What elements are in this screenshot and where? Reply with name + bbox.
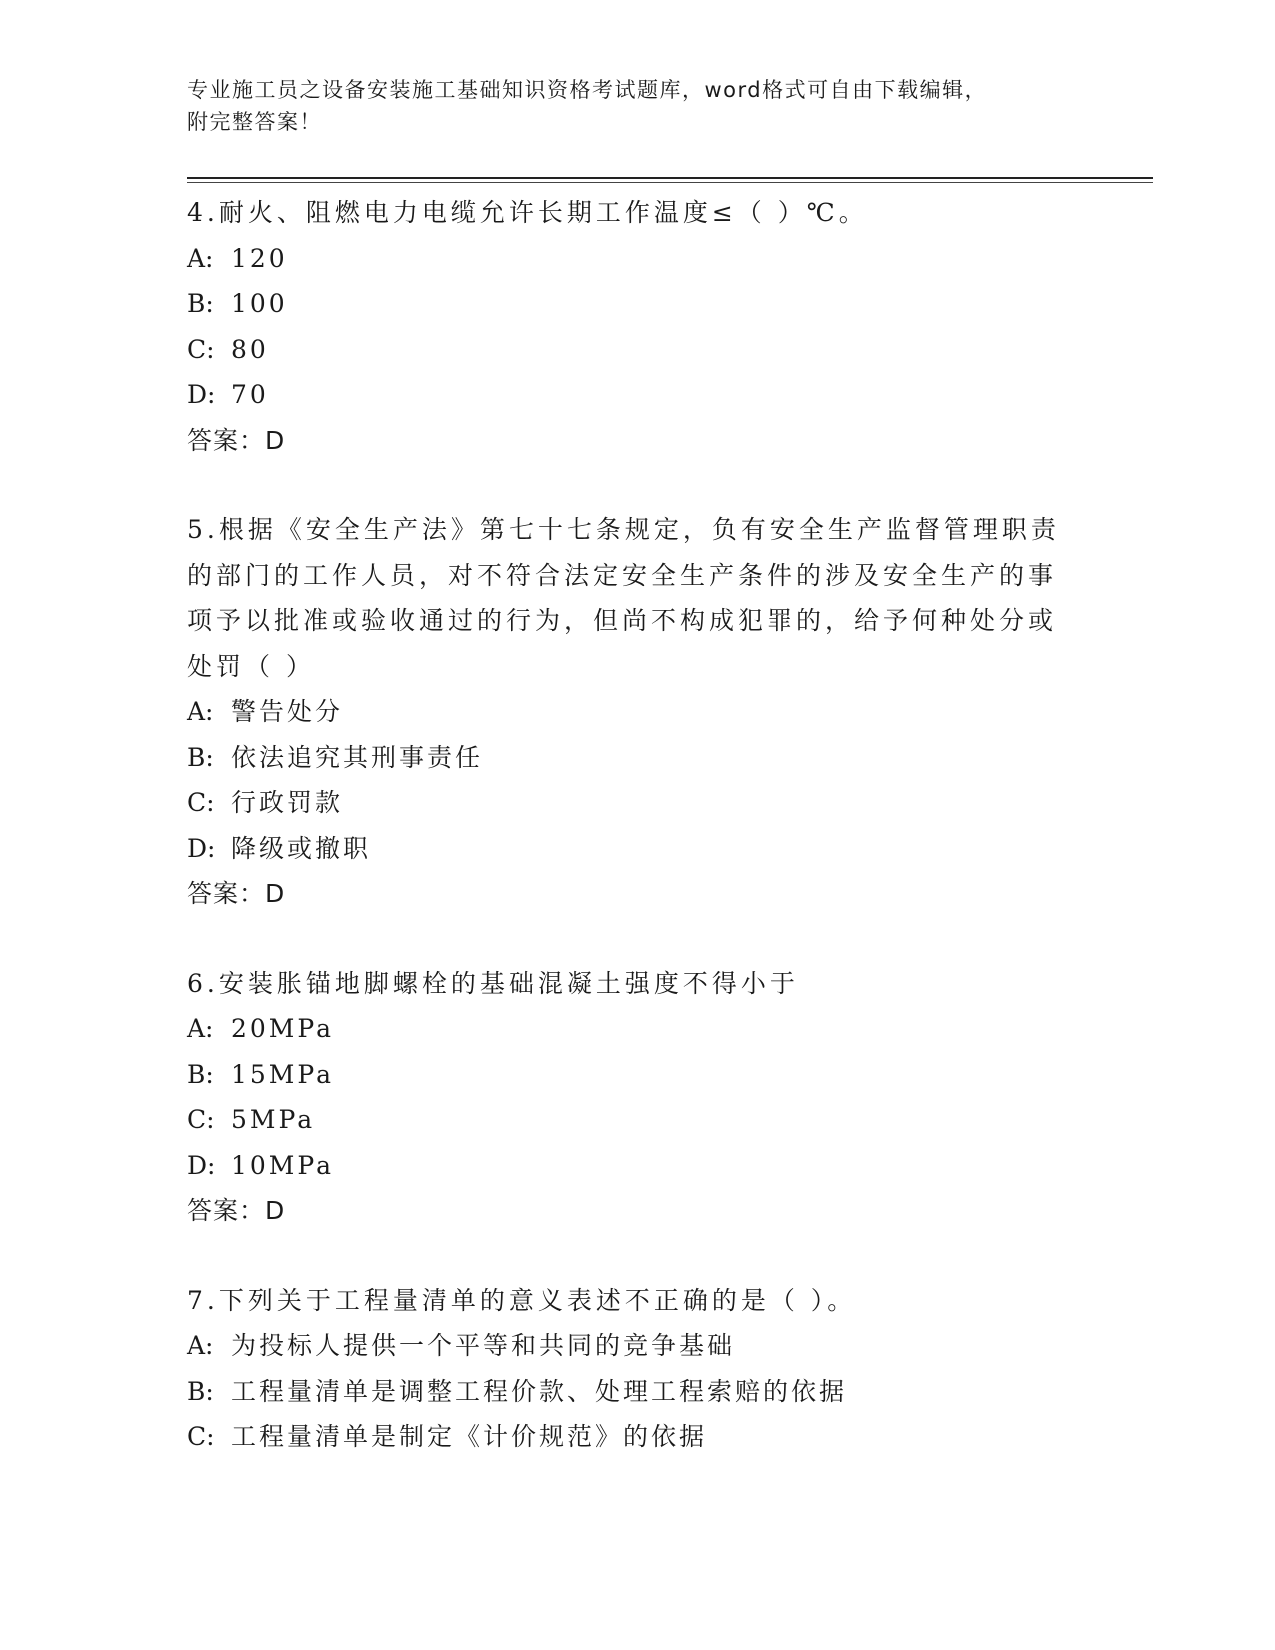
option-row [187,236,1067,282]
question-text: 的部门的工作人员，对不符合法定安全生产条件的涉及安全生产的事 [187,560,1058,590]
option-letter: B: [187,1059,214,1089]
answer-text: 答案：D [187,1196,286,1225]
option-letter: A: [187,1331,214,1360]
option-letter: C: [187,1422,215,1451]
option-row [187,1369,1067,1415]
option-text: 15MPa [231,1059,335,1089]
header-divider-thick [187,177,1153,179]
option-text: 20MPa [231,1014,335,1043]
question-text: 6.安装胀锚地脚螺栓的基础混凝土强度不得小于 [187,968,799,998]
answer-text: 答案：D [187,425,286,455]
option-letter: A: [187,1014,214,1043]
question-text: 7.下列关于工程量清单的意义表述不正确的是（ ）。 [187,1285,857,1315]
option-row [187,1097,1067,1143]
question-block [187,1278,1067,1460]
option-letter: C: [187,788,215,817]
option-row [187,372,1067,418]
header-line-2: 附完整答案！ [187,110,322,134]
option-text: 行政罚款 [231,788,344,817]
option-row [187,1006,1067,1052]
option-letter: A: [187,697,214,726]
option-row [187,327,1067,373]
option-letter: B: [187,1376,214,1406]
header-divider-thin [187,182,1153,183]
header-line-1: 专业施工员之设备安装施工基础知识资格考试题库，word格式可自由下载编辑， [187,78,988,102]
option-row [187,1323,1067,1369]
option-text: 工程量清单是调整工程价款、处理工程索赔的依据 [231,1376,848,1406]
document-header [187,74,1067,138]
option-letter: D: [187,833,216,863]
option-text: 为投标人提供一个平等和共同的竞争基础 [231,1331,736,1360]
option-row [187,1052,1067,1098]
option-letter: B: [187,742,214,772]
option-text: 依法追究其刑事责任 [231,742,484,772]
question-list [187,190,1067,1504]
option-text: 10MPa [231,1150,335,1180]
question-text: 4.耐火、阻燃电力电缆允许长期工作温度≤（ ）℃。 [187,198,868,227]
option-row [187,1143,1067,1189]
option-letter: D: [187,380,216,409]
option-text: 5MPa [231,1105,316,1134]
option-text: 警告处分 [231,697,344,726]
option-letter: D: [187,1150,216,1180]
question-text: 项予以批准或验收通过的行为，但尚不构成犯罪的，给予何种处分或 [187,606,1058,635]
option-letter: A: [187,243,214,273]
option-text: 120 [231,243,288,273]
question-block [187,190,1067,463]
answer-text: 答案：D [187,879,286,908]
option-text: 工程量清单是制定《计价规范》的依据 [231,1422,708,1451]
question-block [187,961,1067,1234]
option-text: 降级或撤职 [231,833,372,863]
option-letter: C: [187,334,215,364]
option-row [187,826,1067,872]
option-row [187,1414,1067,1460]
option-row [187,735,1067,781]
option-text: 80 [231,334,269,364]
option-letter: C: [187,1105,215,1134]
question-text: 5.根据《安全生产法》第七十七条规定，负有安全生产监督管理职责 [187,515,1060,544]
question-block [187,507,1067,917]
option-row [187,281,1067,327]
option-row [187,780,1067,826]
option-row [187,689,1067,735]
option-text: 70 [231,380,269,409]
question-text: 处罚（ ） [187,651,315,681]
option-text: 100 [231,289,288,318]
option-letter: B: [187,289,214,318]
